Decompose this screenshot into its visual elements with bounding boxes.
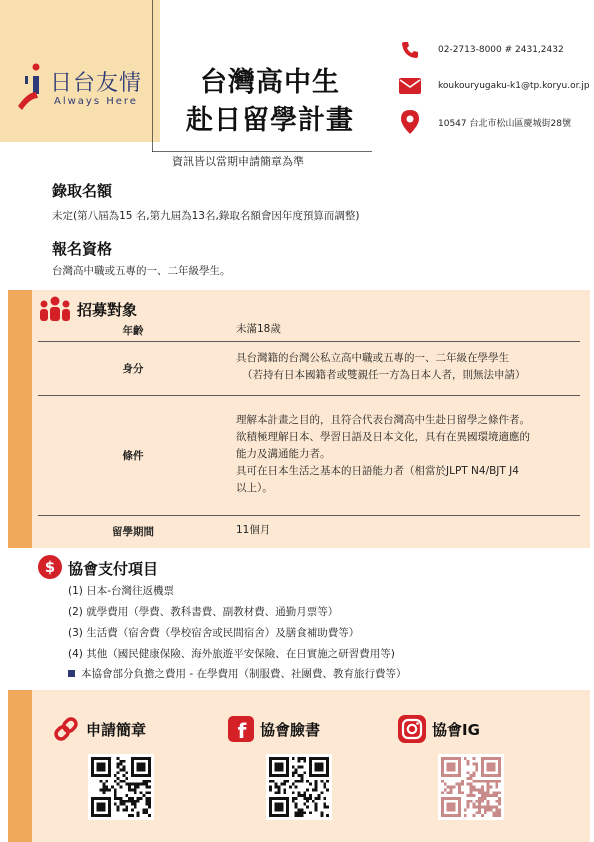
- recruit-panel-stripe: [8, 290, 32, 548]
- contact-address: [398, 110, 571, 134]
- row-line: 11個月: [236, 524, 271, 536]
- contact-phone[interactable]: [398, 38, 564, 62]
- qr-code-brochure[interactable]: [88, 754, 154, 820]
- row-line: 具可在日本生活之基本的日語能力者（相當於JLPT N4/BJT J4: [236, 465, 519, 477]
- page-title-line2: 赴日留學計畫: [186, 105, 354, 136]
- payment-note: [68, 666, 406, 681]
- row-key: 身分: [122, 363, 144, 375]
- qr-code-icon: [91, 757, 151, 817]
- row-line: 以上）。: [236, 482, 273, 494]
- instagram-icon: [398, 715, 426, 743]
- svg-text:$: $: [44, 558, 56, 576]
- list-item: (2) 就學費用（學費、教科書費、副教材費、通勤月票等）: [68, 606, 339, 618]
- contact-phone-text: 02-2713-8000 # 2431,2432: [438, 45, 564, 55]
- logo: [10, 56, 152, 116]
- eligibility-heading: 報名資格: [52, 240, 113, 258]
- facebook-icon: [228, 716, 254, 742]
- contact-address-text: 10547 台北市松山區慶城街28號: [438, 118, 571, 129]
- row-value: [236, 522, 572, 539]
- admission-heading: 錄取名額: [52, 182, 113, 200]
- table-row: [38, 396, 580, 516]
- table-row: [38, 342, 580, 396]
- bullet-square-icon: [68, 670, 75, 677]
- row-value: [236, 412, 572, 497]
- qr-code-icon: [269, 757, 329, 817]
- link-icon: [52, 715, 80, 743]
- row-line: （若持有日本國籍者或雙親任一方為日本人者，則無法申請）: [242, 369, 526, 381]
- mail-icon: [398, 74, 422, 98]
- contact-email[interactable]: [398, 74, 590, 98]
- row-key: 條件: [122, 450, 144, 462]
- qr-code-icon: [441, 757, 501, 817]
- row-value: [236, 321, 572, 338]
- logo-tagline: Always Here: [54, 96, 138, 107]
- row-value: [236, 350, 572, 384]
- footer-label: 協會IG: [432, 720, 480, 739]
- row-line: 未滿18歲: [236, 323, 281, 335]
- dollar-icon: [38, 555, 62, 579]
- payment-heading: 協會支付項目: [68, 560, 159, 578]
- admission-text: 未定(第八屆為15 名,第九屆為13名,錄取名額會因年度預算而調整): [52, 210, 360, 222]
- table-row: [38, 516, 580, 544]
- phone-icon: [398, 38, 422, 62]
- payment-note-text: 本協會部分負擔之費用 - 在學費用（制服費、社團費、教育旅行費等）: [81, 668, 407, 680]
- logo-text: 日台友情: [50, 71, 143, 96]
- row-key: 留學期間: [112, 526, 154, 538]
- row-line: 理解本計畫之目的，且符合代表台灣高中生赴日留學之條件者。: [236, 414, 530, 426]
- footer-label: 申請簡章: [86, 720, 147, 739]
- svg-text:f: f: [237, 719, 247, 742]
- recruit-table: [38, 318, 580, 544]
- location-pin-icon: [398, 110, 422, 134]
- list-item: (4) 其他（國民健康保險、海外旅遊平安保險、在日實施之研習費用等): [68, 648, 395, 660]
- row-line: 具台灣籍的台灣公私立高中職或五專的一、二年級在學學生: [236, 352, 509, 364]
- logo-person-icon: [16, 62, 46, 112]
- footer-link-brochure[interactable]: [52, 713, 146, 745]
- qr-code-facebook[interactable]: [266, 754, 332, 820]
- row-key: 年齡: [122, 325, 144, 337]
- eligibility-text: 台灣高中職或五專的一、二年級學生。: [52, 265, 231, 277]
- footer-link-instagram[interactable]: [398, 713, 480, 745]
- recruit-heading: 招募對象: [77, 301, 138, 319]
- row-line: 欲積極理解日本、學習日語及日本文化，具有在異國環境適應的: [236, 431, 530, 443]
- contact-email-text: koukouryugaku-k1@tp.koryu.or.jp: [438, 81, 590, 91]
- list-item: (1) 日本-台灣往返機票: [68, 585, 174, 597]
- table-row: [38, 318, 580, 342]
- footer-panel-stripe: [8, 690, 32, 842]
- page-subtitle: 資訊皆以當期申請簡章為準: [172, 155, 304, 168]
- list-item: (3) 生活費（宿舍費（學校宿舍或民間宿舍）及膳食補助費等）: [68, 627, 360, 639]
- footer-label: 協會臉書: [260, 720, 321, 739]
- footer-link-facebook[interactable]: [228, 713, 320, 745]
- row-line: 能力及溝通能力者。: [236, 448, 331, 460]
- qr-code-instagram[interactable]: [438, 754, 504, 820]
- page-title-line1: 台灣高中生: [200, 67, 340, 98]
